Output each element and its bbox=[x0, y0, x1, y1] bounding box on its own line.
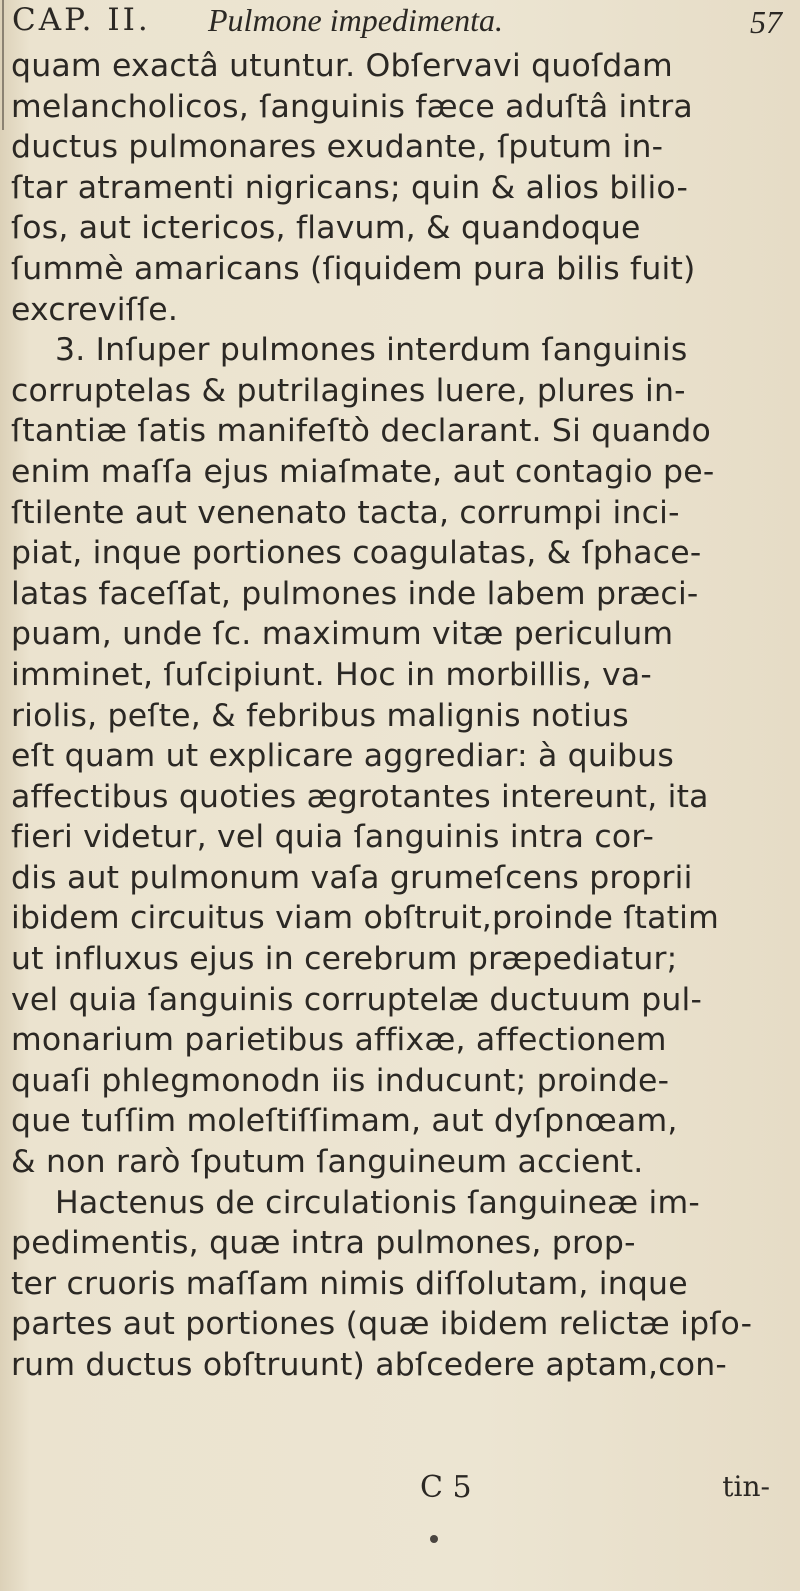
text-line: affectibus quoties ægrotantes intereunt, ita bbox=[11, 778, 709, 815]
text-line: melancholicos, ſanguinis fæce aduſtâ intra bbox=[11, 88, 693, 125]
chapter-heading: CAP. II. bbox=[12, 2, 151, 38]
text-line: enim maſſa ejus miaſmate, aut contagio pe- bbox=[11, 453, 715, 490]
running-header bbox=[8, 0, 786, 46]
text-line: excreviſſe. bbox=[11, 291, 179, 328]
text-line: latas faceſſat, pulmones inde labem præci- bbox=[11, 575, 699, 612]
text-line: ſtar atramenti nigricans; quin & alios bilio- bbox=[11, 169, 689, 206]
text-line: dis aut pulmonum vaſa grumeſcens proprii bbox=[11, 859, 693, 896]
text-line: Hactenus de circulationis ſanguineæ im- bbox=[55, 1184, 700, 1221]
page-number: 57 bbox=[750, 4, 782, 40]
text-line: ter cruoris maſſam nimis diſſolutam, inque bbox=[11, 1265, 688, 1302]
text-line: & non rarò ſputum ſanguineum accient. bbox=[11, 1144, 644, 1181]
text-line: corruptelas & putrilagines luere, plures in- bbox=[11, 372, 686, 409]
text-line: monarium parietibus affixæ, affectionem bbox=[11, 1022, 667, 1059]
text-line: quaſi phlegmonodn iis inducunt; proinde- bbox=[11, 1062, 670, 1099]
text-line: que tuſſim moleſtiſſimam, aut dyſpnœam, bbox=[11, 1103, 678, 1140]
catchword: tin- bbox=[722, 1470, 770, 1503]
text-line: quam exactâ utuntur. Obſervavi quoſdam bbox=[11, 48, 673, 84]
text-line: fieri videtur, vel quia ſanguinis intra cor- bbox=[11, 819, 655, 856]
text-line: imminet, ſuſcipiunt. Hoc in morbillis, va- bbox=[11, 656, 652, 693]
ink-spot bbox=[430, 1535, 438, 1543]
text-line: pedimentis, quæ intra pulmones, prop- bbox=[11, 1225, 636, 1262]
text-line: ſtilente aut venenato tacta, corrumpi inci- bbox=[11, 494, 680, 531]
text-line: ductus pulmonares exudante, ſputum in- bbox=[11, 129, 664, 166]
body-text bbox=[11, 46, 791, 1386]
text-line: ut influxus ejus in cerebrum præpediatur; bbox=[11, 941, 678, 978]
running-title: Pulmone impedimenta. bbox=[208, 2, 504, 38]
text-line: ibidem circuitus viam obſtruit,proinde ſtatim bbox=[11, 900, 719, 937]
signature-mark: C 5 bbox=[420, 1470, 472, 1505]
text-line: partes aut portiones (quæ ibidem relictæ ipſo- bbox=[11, 1306, 753, 1343]
text-line: puam, unde ſc. maximum vitæ periculum bbox=[11, 616, 674, 653]
text-line: 3. Inſuper pulmones interdum ſanguinis bbox=[55, 332, 688, 369]
text-line: piat, inque portiones coagulatas, & ſphace- bbox=[11, 535, 702, 572]
text-line: eſt quam ut explicare aggrediar: à quibus bbox=[11, 738, 674, 775]
text-line: rum ductus obſtruunt) abſcedere aptam,con- bbox=[11, 1347, 727, 1383]
text-line: ſos, aut ictericos, flavum, & quandoque bbox=[11, 210, 641, 247]
page-footer bbox=[0, 1470, 800, 1520]
text-line: ſummè amaricans (ſiquidem pura bilis fuit) bbox=[11, 250, 696, 287]
text-line: vel quia ſanguinis corruptelæ ductuum pul- bbox=[11, 981, 703, 1018]
text-line: ſtantiæ ſatis manifeſtò declarant. Si quando bbox=[11, 413, 711, 450]
text-line: riolis, peſte, & febribus malignis notius bbox=[11, 697, 629, 734]
gutter-rule bbox=[2, 0, 4, 130]
